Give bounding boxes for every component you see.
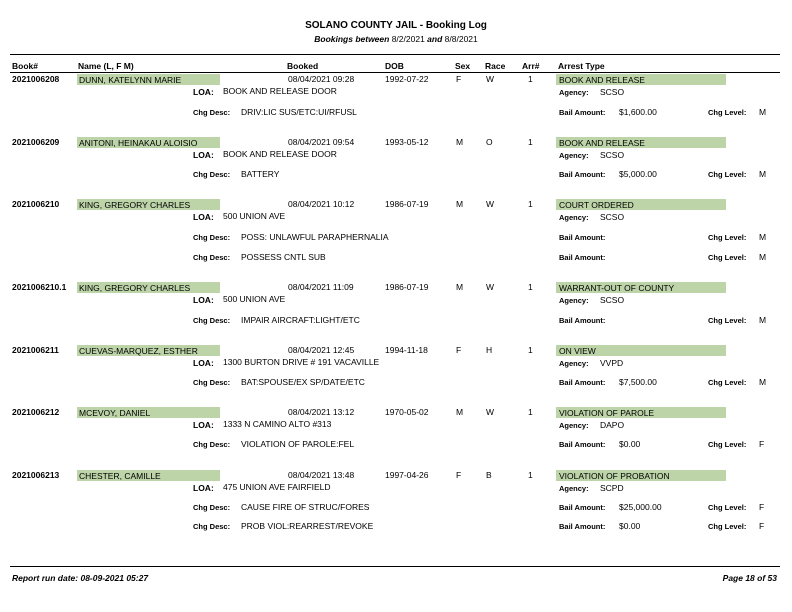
sex: F [456, 470, 462, 480]
chg-desc-label: Chg Desc: [193, 108, 231, 117]
chg-level-value: M [759, 252, 767, 262]
col-header-name: Name (L, F M) [78, 61, 134, 71]
arrest-type: BOOK AND RELEASE [559, 75, 645, 85]
col-header-arrest-type: Arrest Type [558, 61, 605, 71]
inmate-name: MCEVOY, DANIEL [79, 408, 151, 418]
chg-desc-value: DRIV:LIC SUS/ETC:UI/RFUSL [241, 107, 357, 117]
agency-label: Agency: [559, 151, 589, 160]
chg-desc-value: BATTERY [241, 169, 280, 179]
arrest-type: WARRANT-OUT OF COUNTY [559, 283, 675, 293]
inmate-name: ANITONI, HEINAKAU ALOISIO [79, 138, 198, 148]
loa-value: BOOK AND RELEASE DOOR [223, 86, 337, 96]
chg-level-label: Chg Level: [708, 170, 747, 179]
chg-level-value: F [759, 502, 765, 512]
agency-value: SCSO [600, 295, 625, 305]
loa-label: LOA: [193, 483, 214, 493]
report-subtitle [0, 34, 792, 44]
loa-label: LOA: [193, 295, 214, 305]
bail-amount-label: Bail Amount: [559, 233, 606, 242]
agency-label: Agency: [559, 484, 589, 493]
chg-desc-label: Chg Desc: [193, 316, 231, 325]
chg-desc-label: Chg Desc: [193, 378, 231, 387]
chg-desc-value: PROB VIOL:REARREST/REVOKE [241, 521, 374, 531]
inmate-name: CUEVAS-MARQUEZ, ESTHER [79, 346, 198, 356]
chg-level-label: Chg Level: [708, 378, 747, 387]
chg-level-label: Chg Level: [708, 440, 747, 449]
chg-desc-value: POSSESS CNTL SUB [241, 252, 326, 262]
loa-value: 1300 BURTON DRIVE # 191 VACAVILLE [223, 357, 380, 367]
booked-datetime: 08/04/2021 12:45 [288, 345, 355, 355]
race: W [486, 199, 495, 209]
book-number: 2021006208 [12, 74, 60, 84]
page-number: Page 18 of 53 [722, 573, 777, 583]
agency-label: Agency: [559, 88, 589, 97]
loa-value: BOOK AND RELEASE DOOR [223, 149, 337, 159]
chg-desc-label: Chg Desc: [193, 522, 231, 531]
bail-amount-label: Bail Amount: [559, 170, 606, 179]
chg-desc-value: VIOLATION OF PAROLE:FEL [241, 439, 355, 449]
chg-level-value: M [759, 107, 767, 117]
agency-value: SCPD [600, 483, 624, 493]
booked-datetime: 08/04/2021 13:12 [288, 407, 355, 417]
dob: 1994-11-18 [385, 345, 428, 355]
bail-amount-value: $0.00 [619, 439, 641, 449]
chg-level-label: Chg Level: [708, 522, 747, 531]
inmate-name: KING, GREGORY CHARLES [79, 283, 191, 293]
bail-amount-label: Bail Amount: [559, 522, 606, 531]
bail-amount-value: $25,000.00 [619, 502, 662, 512]
booked-datetime: 08/04/2021 10:12 [288, 199, 355, 209]
race: B [486, 470, 492, 480]
col-header-dob: DOB [385, 61, 404, 71]
agency-label: Agency: [559, 359, 589, 368]
chg-desc-value: IMPAIR AIRCRAFT:LIGHT/ETC [241, 315, 360, 325]
dob: 1997-04-26 [385, 470, 429, 480]
dob: 1993-05-12 [385, 137, 429, 147]
date-from: 8/2/2021 [391, 34, 425, 44]
bail-amount-value: $1,600.00 [619, 107, 657, 117]
book-number: 2021006210.1 [12, 282, 67, 292]
loa-label: LOA: [193, 212, 214, 222]
bail-amount-value: $7,500.00 [619, 377, 657, 387]
bail-amount-label: Bail Amount: [559, 503, 606, 512]
arrest-number: 1 [528, 407, 533, 417]
chg-desc-label: Chg Desc: [193, 170, 231, 179]
agency-label: Agency: [559, 296, 589, 305]
chg-level-value: M [759, 377, 767, 387]
col-header-sex: Sex [455, 61, 471, 71]
bail-amount-label: Bail Amount: [559, 316, 606, 325]
arrest-number: 1 [528, 74, 533, 84]
agency-value: DAPO [600, 420, 625, 430]
header-top-rule [10, 54, 780, 55]
loa-value: 500 UNION AVE [223, 211, 286, 221]
book-number: 2021006209 [12, 137, 60, 147]
sex: M [456, 137, 464, 147]
arrest-type: COURT ORDERED [559, 200, 634, 210]
report-run-date: Report run date: 08-09-2021 05:27 [12, 573, 149, 583]
chg-level-value: M [759, 315, 767, 325]
race: W [486, 407, 495, 417]
bail-amount-value: $5,000.00 [619, 169, 657, 179]
dob: 1992-07-22 [385, 74, 429, 84]
agency-value: SCSO [600, 150, 625, 160]
loa-value: 1333 N CAMINO ALTO #313 [223, 419, 332, 429]
inmate-name: CHESTER, CAMILLE [79, 471, 161, 481]
bail-amount-label: Bail Amount: [559, 378, 606, 387]
sex: F [456, 74, 462, 84]
agency-value: SCSO [600, 212, 625, 222]
race: H [486, 345, 493, 355]
bail-amount-label: Bail Amount: [559, 440, 606, 449]
date-to: 8/8/2021 [444, 34, 478, 44]
loa-label: LOA: [193, 87, 214, 97]
loa-label: LOA: [193, 420, 214, 430]
chg-level-label: Chg Level: [708, 253, 747, 262]
header-bottom-rule [10, 72, 780, 73]
arrest-number: 1 [528, 282, 533, 292]
bail-amount-label: Bail Amount: [559, 108, 606, 117]
chg-level-value: M [759, 169, 767, 179]
agency-label: Agency: [559, 421, 589, 430]
chg-level-value: M [759, 232, 767, 242]
booked-datetime: 08/04/2021 09:54 [288, 137, 355, 147]
agency-value: VVPD [600, 358, 624, 368]
and-word: and [427, 34, 443, 44]
arrest-number: 1 [528, 199, 533, 209]
chg-desc-label: Chg Desc: [193, 440, 231, 449]
loa-label: LOA: [193, 150, 214, 160]
bail-amount-label: Bail Amount: [559, 253, 606, 262]
arrest-number: 1 [528, 345, 533, 355]
dob: 1986-07-19 [385, 199, 429, 209]
book-number: 2021006213 [12, 470, 60, 480]
report-title: SOLANO COUNTY JAIL - Booking Log [305, 20, 487, 31]
chg-desc-label: Chg Desc: [193, 233, 231, 242]
chg-level-label: Chg Level: [708, 503, 747, 512]
footer-rule [10, 566, 780, 567]
booked-datetime: 08/04/2021 13:48 [288, 470, 355, 480]
chg-level-label: Chg Level: [708, 233, 747, 242]
chg-level-value: F [759, 521, 765, 531]
sex: M [456, 282, 464, 292]
inmate-name: KING, GREGORY CHARLES [79, 200, 191, 210]
agency-value: SCSO [600, 87, 625, 97]
book-number: 2021006210 [12, 199, 60, 209]
chg-desc-value: POSS: UNLAWFUL PARAPHERNALIA [241, 232, 389, 242]
chg-level-label: Chg Level: [708, 108, 747, 117]
race: W [486, 282, 495, 292]
book-number: 2021006212 [12, 407, 60, 417]
dob: 1970-05-02 [385, 407, 429, 417]
subtitle-prefix: Bookings between [314, 34, 390, 44]
chg-desc-value: BAT:SPOUSE/EX SP/DATE/ETC [241, 377, 365, 387]
chg-desc-label: Chg Desc: [193, 503, 231, 512]
arrest-type: BOOK AND RELEASE [559, 138, 645, 148]
arrest-type: ON VIEW [559, 346, 596, 356]
sex: F [456, 345, 462, 355]
arrest-type: VIOLATION OF PAROLE [559, 408, 655, 418]
chg-desc-value: CAUSE FIRE OF STRUC/FORES [241, 502, 370, 512]
loa-label: LOA: [193, 358, 214, 368]
bail-amount-value: $0.00 [619, 521, 641, 531]
booked-datetime: 08/04/2021 09:28 [288, 74, 355, 84]
arrest-number: 1 [528, 137, 533, 147]
sex: M [456, 199, 464, 209]
col-header-booked: Booked [287, 61, 319, 71]
race: W [486, 74, 495, 84]
dob: 1986-07-19 [385, 282, 429, 292]
col-header-book: Book# [12, 61, 38, 71]
col-header-arr: Arr# [522, 61, 540, 71]
chg-level-value: F [759, 439, 765, 449]
chg-level-label: Chg Level: [708, 316, 747, 325]
col-header-race: Race [485, 61, 506, 71]
sex: M [456, 407, 464, 417]
race: O [486, 137, 493, 147]
loa-value: 475 UNION AVE FAIRFIELD [223, 482, 331, 492]
inmate-name: DUNN, KATELYNN MARIE [79, 75, 182, 85]
chg-desc-label: Chg Desc: [193, 253, 231, 262]
agency-label: Agency: [559, 213, 589, 222]
arrest-number: 1 [528, 470, 533, 480]
book-number: 2021006211 [12, 345, 59, 355]
booked-datetime: 08/04/2021 11:09 [288, 282, 354, 292]
arrest-type: VIOLATION OF PROBATION [559, 471, 670, 481]
loa-value: 500 UNION AVE [223, 294, 286, 304]
